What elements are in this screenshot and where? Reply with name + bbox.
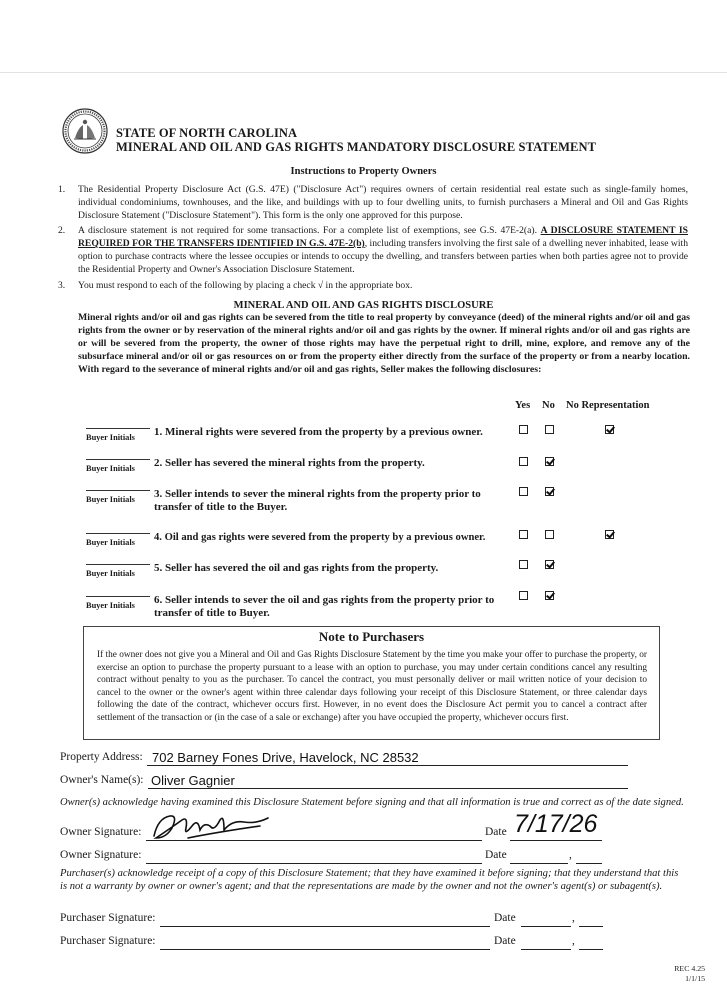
note-title: Note to Purchasers [318, 629, 425, 644]
checkbox-yes[interactable] [519, 530, 528, 539]
column-header-no-representation: No Representation [566, 400, 650, 411]
instruction-text: You must respond to each of the following by placing a check √ in the appropriate box. [78, 280, 413, 291]
question-row-4 [0, 533, 727, 563]
buyer-initials-label: Buyer Initials [86, 538, 135, 547]
buyer-initials-label: Buyer Initials [86, 433, 135, 442]
property-address-label: Property Address: [60, 751, 143, 763]
date-separator: , [572, 912, 575, 924]
checkbox-no-representation[interactable] [605, 530, 614, 539]
owner-signature-image [148, 808, 298, 842]
form-revision-date: 1/1/15 [685, 974, 705, 983]
question-row-3 [0, 490, 727, 520]
checkbox-no[interactable] [545, 487, 554, 496]
purchaser-signature-label-1: Purchaser Signature: [60, 912, 156, 924]
buyer-initials-line[interactable] [86, 459, 150, 460]
instruction-number: 2. [58, 225, 66, 236]
buyer-initials-label: Buyer Initials [86, 601, 135, 610]
form-state-heading: STATE OF NORTH CAROLINA [116, 126, 298, 140]
purchaser-date-field-1b[interactable] [579, 912, 603, 927]
purchaser-date-field-2b[interactable] [579, 935, 603, 950]
note-to-purchasers-box [83, 626, 660, 740]
question-text: 6. Seller intends to sever the oil and gas rights from the property prior to transfer of title to Buyer. [154, 594, 495, 619]
date-separator: , [569, 849, 572, 861]
owner-date-label-2: Date [485, 849, 507, 861]
purchaser-date-label-2: Date [494, 935, 516, 947]
checkbox-no[interactable] [545, 560, 554, 569]
owner-date-field-2a[interactable] [510, 849, 568, 864]
buyer-initials-line[interactable] [86, 596, 150, 597]
form-code: REC 4.25 [674, 964, 705, 973]
form-identifier [674, 964, 705, 984]
checkbox-yes[interactable] [519, 591, 528, 600]
checkbox-no[interactable] [545, 530, 554, 539]
owner-signature-label-1: Owner Signature: [60, 826, 142, 838]
buyer-initials-line[interactable] [86, 490, 150, 491]
question-text: 1. Mineral rights were severed from the property by a previous owner. [154, 426, 483, 438]
checkbox-yes[interactable] [519, 487, 528, 496]
instructions-title: Instructions to Property Owners [290, 166, 437, 177]
checkbox-no-representation[interactable] [605, 425, 614, 434]
owner-date-field-2b[interactable] [576, 849, 602, 864]
purchaser-date-field-1a[interactable] [521, 912, 571, 927]
buyer-initials-line[interactable] [86, 533, 150, 534]
question-text: 4. Oil and gas rights were severed from the property by a previous owner. [154, 532, 486, 543]
owner-acknowledgment: Owner(s) acknowledge having examined this Disclosure Statement before signing and that all information is true and correct as of the date signed. [60, 797, 684, 808]
purchaser-signature-field-2[interactable] [160, 935, 490, 950]
instruction-text: The Residential Property Disclosure Act (G.S. 47E) ("Disclosure Act") requires owners of certain residential real estate such as single-family homes, individual condominiums, townhouses, and the like, and buildings with up to four dwelling units, to furnish purchasers a Mineral and Oil and Gas Rights Disclosure Statement ("Disclosure Statement"). This form is the only one approved for this purpose. [78, 184, 688, 221]
form-title: MINERAL AND OIL AND GAS RIGHTS MANDATORY DISCLOSURE STATEMENT [116, 140, 597, 154]
column-header-yes: Yes [515, 400, 531, 411]
checkbox-yes[interactable] [519, 560, 528, 569]
date-separator: , [572, 935, 575, 947]
scan-edge-line [0, 72, 727, 73]
instruction-item-3 [58, 279, 688, 292]
owner-names-value: Oliver Gagnier [151, 773, 235, 788]
purchaser-date-label-1: Date [494, 912, 516, 924]
column-header-no: No [542, 400, 555, 411]
owner-signature-field-2[interactable] [146, 849, 482, 864]
purchaser-signature-label-2: Purchaser Signature: [60, 935, 156, 947]
question-text: 2. Seller has severed the mineral rights from the property. [154, 457, 425, 469]
question-row-6 [0, 596, 727, 626]
checkbox-no[interactable] [545, 457, 554, 466]
purchaser-acknowledgment: Purchaser(s) acknowledge receipt of a copy of this Disclosure Statement; that they have examined it before signing; that they understand that this is not a warranty by owner or owner's agent; and that the representations are made by the owner and not the owner's agent(s) or subagent(s). [60, 868, 679, 892]
disclosure-title: MINERAL AND OIL AND GAS RIGHTS DISCLOSURE [233, 300, 494, 311]
note-body: If the owner does not give you a Mineral and Oil and Gas Rights Disclosure Statement by the time you make your offer to purchase the property, or exercise an option to purchase the property pursuant to a lease with an option to purchase, you may under certain conditions cancel any resulting contract without penalty to you as the purchaser. To cancel the contract, you must personally deliver or mail written notice of your decision to cancel to the owner or the owner's agent within three calendar days following your receipt of this Disclosure Statement, or three calendar days following the date of the contract, whichever occurs first. However, in no event does the Disclosure Act permit you to cancel a contract after settlement of the transaction or (in the case of a sale or exchange) after you have occupied the property, whichever occurs first. [97, 650, 647, 723]
checkbox-yes[interactable] [519, 425, 528, 434]
owner-date-value-1: 7/17/26 [514, 810, 598, 838]
purchaser-signature-field-1[interactable] [160, 912, 490, 927]
purchaser-date-field-2a[interactable] [521, 935, 571, 950]
instruction-item-1 [58, 183, 688, 222]
checkbox-yes[interactable] [519, 457, 528, 466]
instruction-number: 1. [58, 184, 66, 195]
owner-names-label: Owner's Name(s): [60, 774, 144, 786]
buyer-initials-label: Buyer Initials [86, 569, 135, 578]
property-address-value: 702 Barney Fones Drive, Havelock, NC 28532 [152, 750, 419, 765]
instruction-text [78, 224, 688, 276]
instruction-number: 3. [58, 280, 66, 291]
owner-date-label-1: Date [485, 826, 507, 838]
question-row-2 [0, 459, 727, 489]
question-text: 5. Seller has severed the oil and gas rights from the property. [154, 562, 439, 574]
buyer-initials-label: Buyer Initials [86, 464, 135, 473]
buyer-initials-label: Buyer Initials [86, 495, 135, 504]
buyer-initials-line[interactable] [86, 564, 150, 565]
question-row-1 [0, 428, 727, 458]
question-row-5 [0, 564, 727, 594]
instruction-item-2 [58, 224, 688, 276]
question-text: 3. Seller intends to sever the mineral rights from the property prior to transfer of title to the Buyer. [154, 488, 481, 513]
checkbox-no[interactable] [545, 591, 554, 600]
instruction-text-part: A disclosure statement is not required for some transactions. For a complete list of exemptions, see G.S. 47E-2(a). [78, 225, 541, 236]
instruction-text-part: , including transfers involving the first sale of a dwelling never inhabited, lease with option to purchase contracts where the lessee occupies or intends to occupy the dwelling, and transfers between parties when both parties agree not to provide the Residential Property and Owner's Association Disclosure Statement. [78, 238, 688, 275]
instruction-emphasis: A DISCLOSURE STATEMENT IS REQUIRED FOR THE TRANSFERS IDENTIFIED IN G.S. 47E-2(b) [78, 225, 688, 249]
disclosure-body: Mineral rights and/or oil and gas rights can be severed from the title to real property by conveyance (deed) of the mineral rights and/or oil and gas rights from the owner or by reservation of the mineral rights and/or oil and gas rights by the owner. If mineral rights and/or oil and gas rights are or will be severed from the property, the owner of those rights may have the perpetual right to drill, mine, explore, and remove any of the subsurface mineral and/or oil or gas resources on or from the property either directly from the surface of the property or from a nearby location. With regard to the severance of mineral rights and/or oil and gas rights, Seller makes the following disclosures: [78, 312, 690, 375]
buyer-initials-line[interactable] [86, 428, 150, 429]
checkbox-no[interactable] [545, 425, 554, 434]
state-seal-icon [62, 108, 108, 154]
owner-signature-label-2: Owner Signature: [60, 849, 142, 861]
